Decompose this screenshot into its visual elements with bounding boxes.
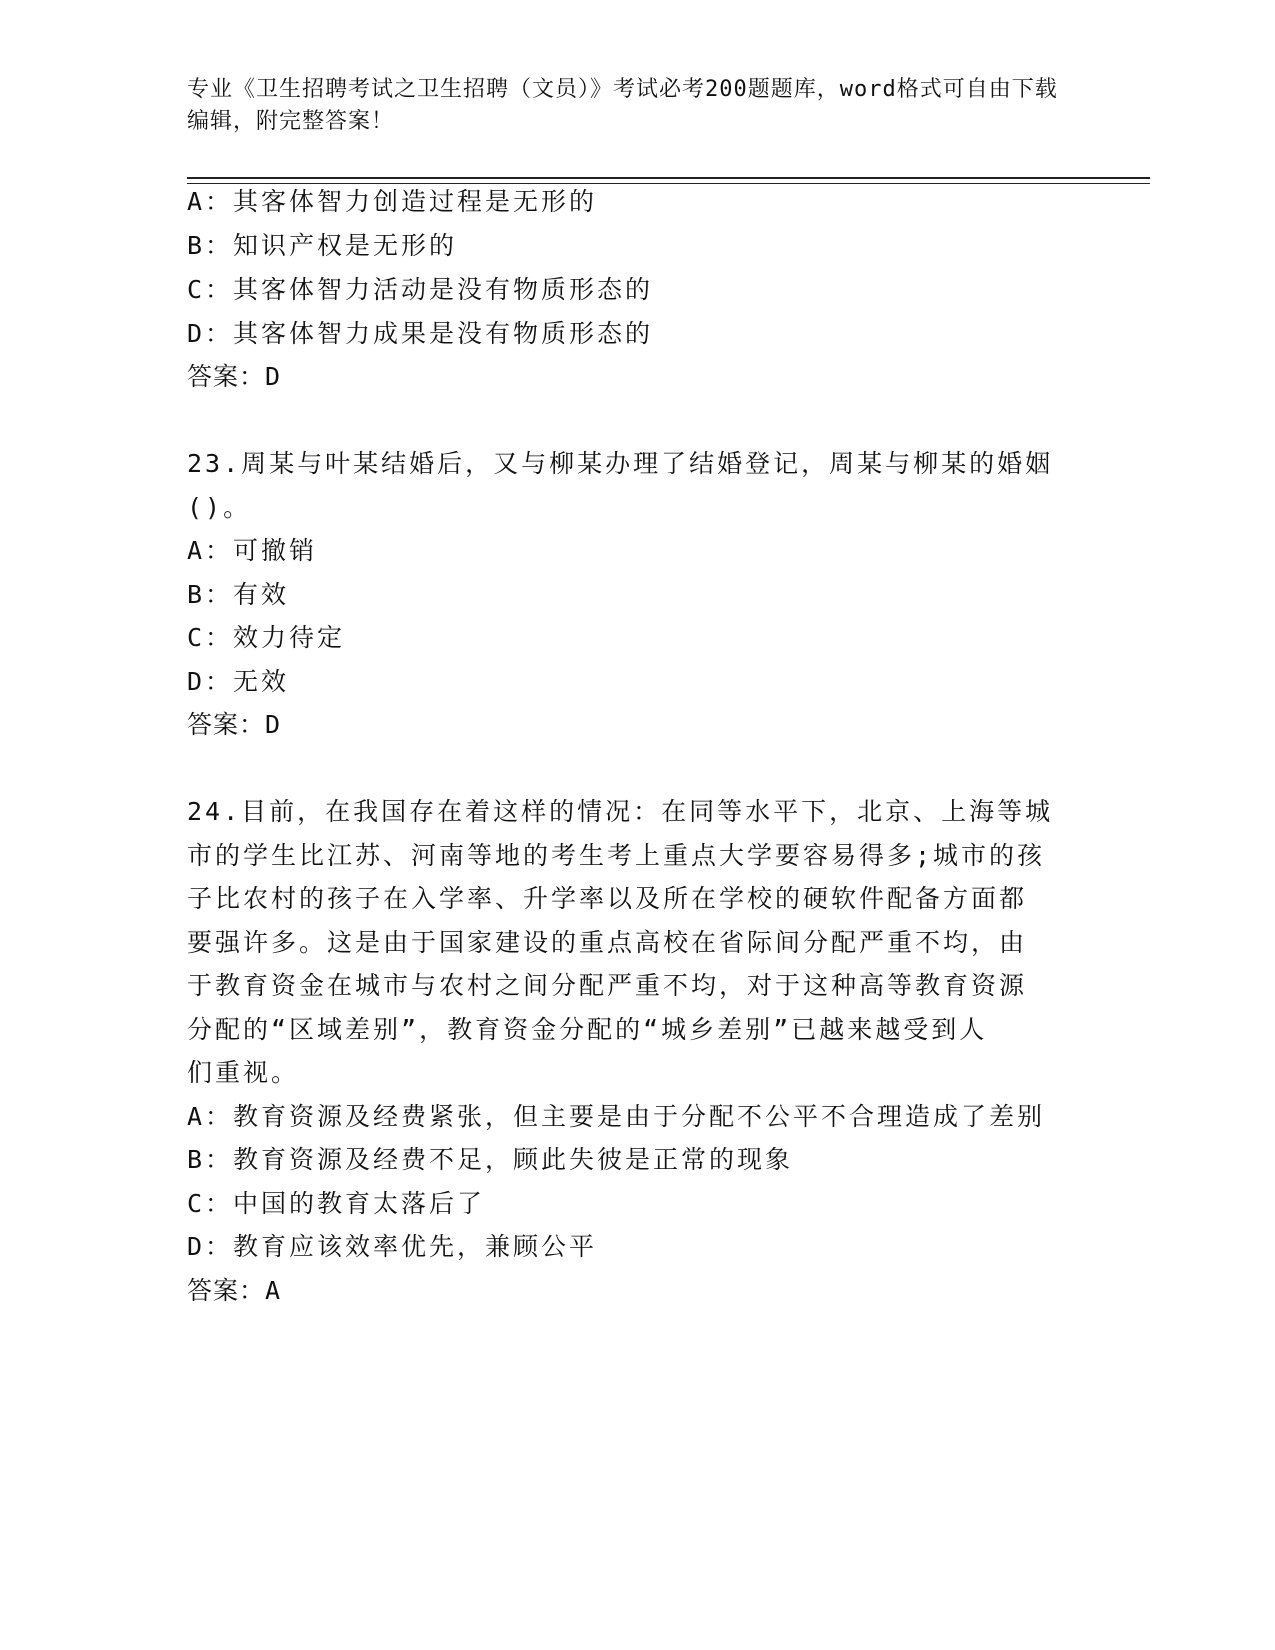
q24-answer: [187, 1276, 281, 1306]
header-rule-thin: [187, 183, 1150, 184]
q24-stem-line-4: 要强许多。这是由于国家建设的重点高校在省际间分配严重不均，由: [187, 928, 1028, 957]
q24-stem-line-5: 于教育资金在城市与农村之间分配严重不均，对于这种高等教育资源: [187, 971, 1028, 1000]
q23-stem-line-2: ()。: [187, 493, 252, 522]
q23-option-c: C：效力待定: [187, 623, 346, 652]
q23-answer-value: D: [265, 710, 282, 739]
q24-stem-line-1: 24.目前，在我国存在着这样的情况：在同等水平下，北京、上海等城: [187, 797, 1054, 826]
q24-option-b: B：教育资源及经费不足，顾此失彼是正常的现象: [187, 1145, 794, 1174]
q23-option-b: B：有效: [187, 580, 290, 609]
q24-stem-line-7: 们重视。: [187, 1058, 300, 1087]
q23-stem-line-1: 23.周某与叶某结婚后，又与柳某办理了结婚登记，周某与柳某的婚姻: [187, 449, 1054, 478]
q22-answer-value: D: [265, 362, 282, 391]
q22-answer-label: 答案：: [187, 362, 266, 391]
q24-answer-value: A: [265, 1276, 282, 1305]
q23-answer-label: 答案：: [187, 710, 266, 739]
q23-option-d: D：无效: [187, 667, 290, 696]
q24-stem-line-6: 分配的“区域差别”，教育资金分配的“城乡差别”已越来越受到人: [187, 1015, 988, 1044]
q22-option-c: C：其客体智力活动是没有物质形态的: [187, 275, 654, 304]
q24-option-d: D：教育应该效率优先，兼顾公平: [187, 1232, 598, 1261]
q23-answer: [187, 710, 281, 740]
q22-answer: [187, 362, 281, 392]
q24-stem-line-2: 市的学生比江苏、河南等地的考生考上重点大学要容易得多;城市的孩: [187, 841, 1046, 870]
document-header: 专业《卫生招聘考试之卫生招聘（文员）》考试必考200题题库，word格式可自由下载编辑，附完整答案！: [187, 77, 1058, 134]
q24-option-a: A：教育资源及经费紧张，但主要是由于分配不公平不合理造成了差别: [187, 1102, 1046, 1131]
q22-option-d: D：其客体智力成果是没有物质形态的: [187, 319, 654, 348]
q24-answer-label: 答案：: [187, 1276, 266, 1305]
q22-option-b: B：知识产权是无形的: [187, 231, 458, 260]
q24-option-c: C：中国的教育太落后了: [187, 1189, 486, 1218]
q23-option-a: A：可撤销: [187, 536, 318, 565]
header-rule-thick: [187, 177, 1150, 179]
q24-stem-line-3: 子比农村的孩子在入学率、升学率以及所在学校的硬软件配备方面都: [187, 884, 1028, 913]
q22-option-a: A：其客体智力创造过程是无形的: [187, 187, 598, 216]
